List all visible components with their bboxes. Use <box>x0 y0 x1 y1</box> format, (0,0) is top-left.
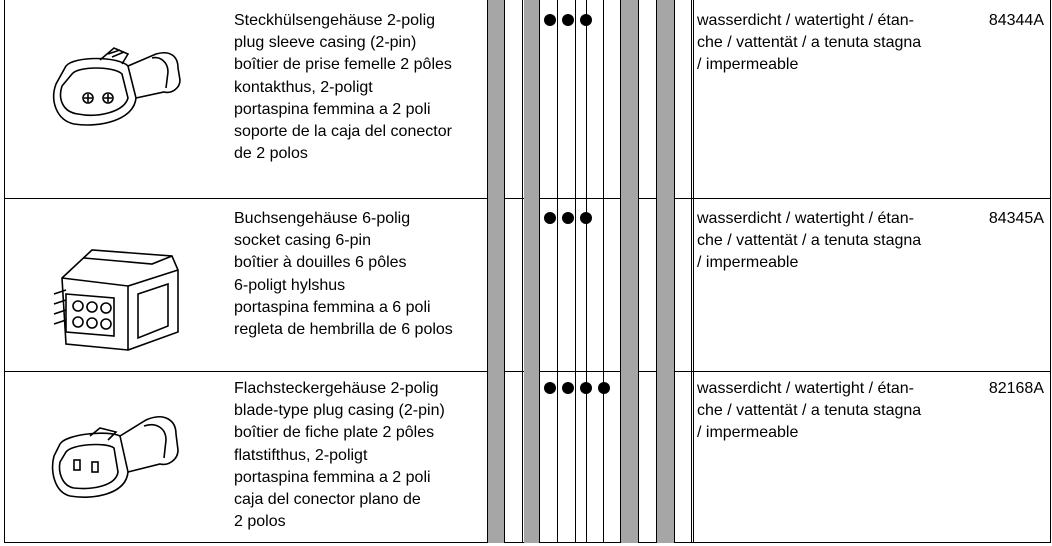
shaded-column <box>657 0 674 543</box>
description-line: flatstifthus, 2-poligt <box>234 446 368 464</box>
shaded-column <box>524 0 539 543</box>
note-line: / impermeable <box>697 254 799 272</box>
property-note <box>697 208 921 275</box>
note-line: wasserdicht / watertight / étan- <box>697 12 914 29</box>
description-line: 6-poligt hylshus <box>234 276 346 294</box>
part-number: 84344A <box>988 12 1044 29</box>
note-line: / impermeable <box>697 424 799 442</box>
description-line: Buchsengehäuse 6-polig <box>234 210 411 227</box>
filled-dot-icon <box>559 379 577 397</box>
filled-dot-icon <box>577 209 595 227</box>
description-line: regleta de hembrilla de 6 polos <box>234 320 453 338</box>
connector-illustration <box>44 238 194 354</box>
column-divider <box>504 0 505 543</box>
note-line: che / vattentät / a tenuta stagna <box>697 34 922 52</box>
description-line: portaspina femmina a 2 poli <box>234 100 431 118</box>
description-line: blade-type plug casing (2-pin) <box>234 402 445 420</box>
column-divider <box>638 0 639 543</box>
property-note <box>697 10 921 77</box>
part-description <box>234 378 445 533</box>
column-divider <box>539 0 540 543</box>
filled-dot-icon <box>559 209 577 227</box>
description-line: boîtier de fiche plate 2 pôles <box>234 424 435 442</box>
part-number: 82168A <box>988 380 1044 397</box>
connector-illustration <box>44 406 194 510</box>
column-divider <box>693 0 694 543</box>
column-divider <box>522 0 523 543</box>
filled-dot-icon <box>595 379 613 397</box>
filled-dot-icon <box>577 379 595 397</box>
column-divider <box>674 0 675 543</box>
table-right-border <box>1050 0 1051 543</box>
description-line: portaspina femmina a 6 poli <box>234 298 431 316</box>
description-line: caja del conector plano de <box>234 490 421 508</box>
note-line: wasserdicht / watertight / étan- <box>697 380 914 397</box>
column-divider <box>586 0 587 543</box>
property-note <box>697 378 921 445</box>
description-line: soporte de la caja del conector <box>234 122 452 140</box>
note-line: wasserdicht / watertight / étan- <box>697 210 914 227</box>
filled-dot-icon <box>541 209 559 227</box>
shaded-column <box>488 0 504 543</box>
column-divider <box>691 0 692 543</box>
description-line: 2 polos <box>234 513 286 531</box>
fitment-markers <box>541 209 595 229</box>
filled-dot-icon <box>541 379 559 397</box>
description-line: Flachsteckergehäuse 2-polig <box>234 380 439 397</box>
column-divider <box>557 0 558 543</box>
fitment-markers <box>541 11 595 31</box>
part-description <box>234 208 453 341</box>
description-line: boîtier de prise femelle 2 pôles <box>234 56 452 74</box>
column-divider <box>656 0 657 543</box>
connector-illustration <box>44 40 194 140</box>
note-line: che / vattentät / a tenuta stagna <box>697 232 922 250</box>
note-line: / impermeable <box>697 56 799 74</box>
filled-dot-icon <box>559 11 577 29</box>
column-divider <box>487 0 488 543</box>
description-line: de 2 polos <box>234 145 308 163</box>
fitment-markers <box>541 379 613 399</box>
description-line: kontakthus, 2-poligt <box>234 78 373 96</box>
part-number: 84345A <box>988 210 1044 227</box>
description-line: socket casing 6-pin <box>234 232 371 250</box>
description-line: plug sleeve casing (2-pin) <box>234 34 417 52</box>
table-left-border <box>4 0 5 543</box>
column-divider <box>575 0 576 543</box>
description-line: portaspina femmina a 2 poli <box>234 468 431 486</box>
description-line: boîtier à douilles 6 pôles <box>234 254 407 272</box>
column-divider <box>620 0 621 543</box>
column-divider <box>603 0 604 543</box>
filled-dot-icon <box>541 11 559 29</box>
shaded-column <box>621 0 638 543</box>
filled-dot-icon <box>577 11 595 29</box>
description-line: Steckhülsengehäuse 2-polig <box>234 12 436 29</box>
note-line: che / vattentät / a tenuta stagna <box>697 402 922 420</box>
part-description <box>234 10 452 165</box>
